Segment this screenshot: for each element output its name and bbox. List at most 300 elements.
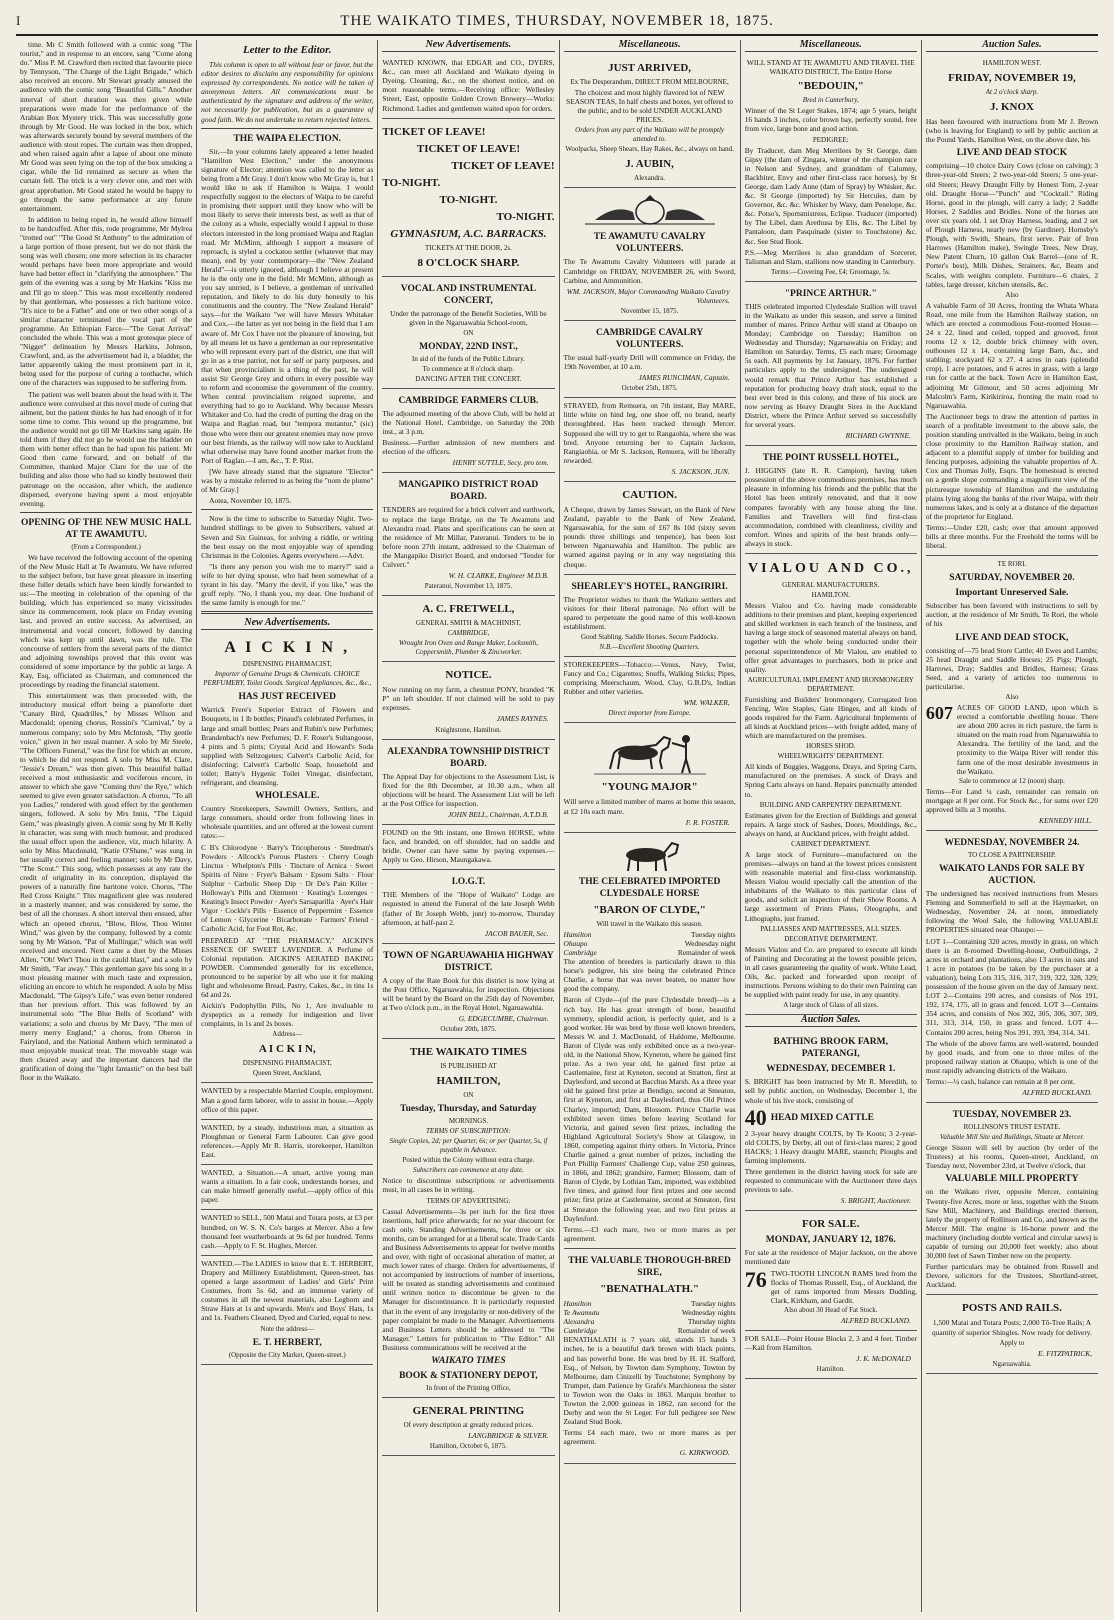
column-5 (741, 40, 922, 1612)
schedule-row (564, 939, 736, 948)
schedule-table (564, 930, 736, 957)
ad-body: Has been favoured with instructions from Mr J. Brown (who is leaving for England) to sell by public auction at the Pound Yards, Hamilton West, on the above date, his (925, 117, 1099, 145)
ad-heading: JUST ARRIVED, (608, 62, 692, 75)
ad-heading: PEDIGREE: (812, 135, 849, 144)
section-heading: Miscellaneous. (564, 40, 736, 52)
ad-body: Terms:—¼ cash, balance can remain at 8 per cent. (925, 1076, 1075, 1086)
ad-heading: VOCAL AND INSTRUMENTAL CONCERT, (400, 283, 537, 306)
ad-heading: CAUTION. (622, 488, 677, 501)
ad-heading: MANGAPIKO DISTRICT ROAD BOARD. (398, 480, 539, 503)
page-mark: I (16, 13, 22, 28)
ad-lot-line (744, 1104, 917, 1130)
ad-aickin (201, 633, 373, 1083)
ad-heading: TE AWAMUTU CAVALRY VOLUNTEERS. (593, 232, 706, 255)
ad-line: A large stock of Glass of all sizes. (783, 1001, 879, 1010)
ad-line: Good Stabling. Saddle Horses. Secure Paddocks. (580, 633, 719, 641)
ad-wanted (201, 1210, 373, 1255)
ad-notice (382, 662, 554, 739)
ad-road-board (382, 473, 554, 596)
ad-lot-number: 607 (925, 702, 953, 723)
ad-heading: TERMS OF ADVERTISING: (426, 1196, 511, 1205)
ad-body: Terms:—Under £20, cash; over that amount approved bills at three months. For the Freehold the terms will be liberal. (925, 522, 1099, 551)
ad-body: on the Waikato river, opposite Mercer, containing Twenty-five Acres, more or less, together with the Steam Saw Mill, Machinery, and Buildings erected thereon, lately the property of Rollinson and Co, and known as the Mercer Mill. The engine is 16-horse power and the machinery (including double vertical and circular saws) is capable of turning out 20,000 feet weekly; also about 30,000 feet of Sawn Timber now on the property. (925, 1187, 1099, 1261)
ad-body: Terms.—£3 each mare, two or more mares as per agreement. (563, 1224, 736, 1243)
ad-body: Winner of the St Leger Stakes, 1874; age 5 years, height 16 hands 3 inches, color brown bay, perfectly sound, free from vice, large bone and good action. (744, 106, 917, 134)
ad-body: Of every description at greatly reduced prices. (403, 1421, 534, 1429)
ad-heading: FOR SALE. (802, 1218, 860, 1231)
ad-body: George Sisson will sell by auction (by order of the Trustees) at his rooms, Queen-street, Auckland, on Tuesday next, November 23rd, at Twelve o'clock, that (925, 1143, 1099, 1171)
ad-body: THIS celebrated imported Clydesdale Stallion will travel in the Waikato as under this season, and serve a limited number of mares. Prince Arthur will stand at Ohaupo on Monday; Cambridge on Tuesday; Hamilton on Wednesday and Thursday; Ngaruawahia on Friday; and Hamilton on Saturday. Terms, £5 each mare; Groomage 5s each. All payments by 1st January, 1876. For further particulars apply to the undersigned. The undersigned would remark that Prince Arthur has established a reputation for producing heavy draft stock, equal to the best ever bred in this colony, and three of his stock are now serving as Heavy Draught Sires in the Auckland District, where the Prince Arthur served so successfully for several years. (744, 301, 917, 429)
ad-date: TUESDAY, NOVEMBER 23. (952, 1110, 1072, 1121)
ad-signature: ALFRED BUCKLAND. (1022, 1088, 1093, 1098)
column-2 (197, 40, 378, 1612)
ad-body: comprising—10 choice Dairy Cows (close on calving); 3 three-year-old Steers; 2 two-year-old Steers; 5 one-year-old Steers; Heavy Draught Filly by Honest Tom, 2-year old. Draught Horse—"Punch" and "Cocktail." Riding Horse, good in the plough, will carry a lady; 2 Saddle Horses, 2 Saddles and Bridles. None of the horses are over six years old. 1 set Dray Harness, leading, and 2 set of Plough Harness, nearly new (by Gardiner). Hornsby's Plough, with Swith, Shears, first serve. Pair of Iron Harrows (Hamilton make), Swingle Trees, New Dray, New Patent Churn, 10 gallon Oak Barrel—(one of R. Porter's best), Milk Dishes, Strainers, &c, Beam and Scales, with weights complete. Furniture—6 chairs, 2 tables, large dresser, kitchen utensils, &c. (925, 161, 1099, 289)
ad-lot-line (744, 1266, 917, 1305)
ad-line: Single Copies, 2d; per Quarter, 6s; or per Quarter, 5s, if payable in Advance. (389, 1137, 548, 1155)
schedule-place: Ohaupo (563, 938, 588, 948)
ad-body: Terms—For Land ¼ cash, remainder can remain on mortgage at 8 per cent. For Stock &c., for sums over £20 approved bills at 3 months. (925, 786, 1099, 814)
ad-body: P.S.—Meg Merrilees is also granddam of Sorcerer, Talisman and Slam, stallions now standing in Canterbury. (744, 247, 917, 266)
ad-body: All kinds of Buggies, Waggons, Drays, and Spring Carts, manufactured on the premises. A stock of Drays and Spring Carts always on hand. Repairs punctually attended to. (744, 762, 917, 799)
ad-date: SATURDAY, NOVEMBER 20. (949, 573, 1075, 584)
ad-bedouin (745, 55, 917, 282)
ad-line: Subscribers can commence at any date. (413, 1166, 524, 1175)
editor-note: This column is open to all without fear or favor, but the editor desires to disclaim any responsibility for opinions expressed by correspondents. No notice will be taken of anonymous letters. All communications must be authenticated by the signature and address of the writer, not necessarily for publication, but as a guarantee of good faith. We do not undertake to return rejected letters. (201, 60, 374, 124)
letter-heading: THE WAIPA ELECTION. (233, 133, 342, 144)
ad-line: In aid of the funds of the Public Library. (411, 354, 525, 363)
ad-body: THE Members of the "Hope of Waikato" Lodge are requested to attend the Funeral of the late Joseph Webb (father of Br Joseph Webb, junr) to-morrow, Thursday afternoon, at half-past 2. (382, 890, 555, 927)
ad-baron-of-clyde (564, 833, 736, 1249)
ad-body: Aickin's Podophyllin Pills, No 1, Are invaluable to dyspeptics as a remedy for indigestion and liver complaints, in 1s and 2s boxes. (201, 1001, 374, 1029)
ad-point-russell-hotel (745, 446, 917, 554)
ad-subtitle: Important Unreserved Sale. (955, 588, 1069, 599)
ad-heading: CABINET DEPARTMENT. (791, 839, 871, 848)
ad-line: Also about 30 Head of Fat Stock. (784, 1305, 878, 1314)
ad-signature: WM. JACKSON, Major Commanding Waikato Cavalry Volunteers. (566, 286, 730, 305)
ad-body: Business.—Further admission of new members and election of the officers. (382, 438, 555, 457)
ad-te-rori (926, 556, 1098, 831)
ad-body: S. BRIGHT has been instructed by Mr R. Meredith, to sell by public auction, on Wednesday, December 1, the whole of his live stock, consisting of (744, 1077, 917, 1105)
ad-date: Hamilton, October 6, 1875. (429, 1442, 507, 1451)
ad-line: TICKET OF LEAVE! (451, 159, 555, 172)
ad-body: 2 3-year heavy draught COLTS, by Te Koots; 3 2-year-old COLTS, by Derby, all out of first-class mares; 2 good HACKS; 1 Heavy draught MARE, staunch; Ploughs and farming implements. (744, 1128, 917, 1165)
article-paragraph: We have received the following account of the opening of the New Music Hall at Te Awamutu. We have referred to the subject before, but have great pleasure in inserting these fuller details which have been kindly forwarded to us:—The meeting in celebration of the opening of the building, which has experienced so many vicissitudes since its commencement, took place on Friday evening last, and proved an entire success. As advertised, an instrumental and vocal concert, followed by dancing which was kept up until dawn, was the rule. The concourse of settlers from the several parts of the district and adjoining townships proved that this event was considered of some importance by the public at large. A Kay, Esq, officiated as Chairman, and commenced the proceedings by reading the financial statement. (20, 552, 193, 690)
ad-body: A valuable Farm of 30 Acres, fronting the Whata Whata Road, one mile from the Hamilton Railway station, on which are erected a commodious Four-roomed House—24 x 22, lined and ceiled, topped and grooved, front rooms 12 x 12, double brick chimney with oven, outhouses 12 x 14, containing large Barn, &c., and stabling; stockyard 62 x 27. 4 acres in oats (splendid crop), 1 acre potatoes, and 6 acres in grass, with a large run for cattle at the back. Town Acre in Hamilton East, adjoining Mr Gilmour, and 50 acres adjoining Mr Malcolm's Farm, Kirikiriroa, fronting the main road to Ngaruawahia. (925, 300, 1099, 410)
ad-signature: E. T. HERBERT, (252, 1337, 322, 1348)
ad-young-major (564, 723, 736, 832)
ad-heading: GENERAL PRINTING (412, 1405, 525, 1417)
ad-body: WANTED KNOWN, that EDGAR and CO., DYERS, &c., can meet all Auckland and Waikato dyeing in Dyeing, Cleaning, &c., on the shortest notice, and on most reasonable terms.—Receiving office: Wellesley Street, East, opposite Golden Crown Brewery—Works: Richmond. Ladies and gentlemen waited upon for orders. (382, 58, 555, 113)
ad-title: J. KNOX (989, 101, 1034, 114)
divider (201, 128, 373, 129)
ad-line: At 2 o'clock sharp. (985, 88, 1039, 97)
ad-heading: TOWN OF NGARUAWAHIA HIGHWAY DISTRICT. (383, 950, 554, 973)
ad-heading: "YOUNG MAJOR" (601, 781, 698, 794)
ad-body: The Auctioneer begs to draw the attention of parties in search of a profitable investment to the above sale, the position standing unrivalled in the Waikato, being in such close proximity to the Hamilton Railway station, and adjacent to a plentiful supply of timber for building and fencing purposes, adjoining the valuable properties of A. Cox and Thomas Jolly, Esqrs. The homestead is erected on a gentle slope commanding a magnificent view of the picturesque township of Hamilton and the undulating plains lying along the banks of the river Waipa, with their numerous lakes, and is only at a distance of the departure of the proprietor for England. (925, 411, 1099, 521)
column-3 (378, 40, 559, 1612)
ad-date: WEDNESDAY, NOVEMBER 24. (944, 838, 1080, 849)
schedule-place: Alexandra (563, 1317, 595, 1327)
ad-body: The whole of the above farms are well-watered, bounded by good roads, and from one to three miles of the proposed railway station at Ohaupo, which is one of the most rapidly advancing districts of the Waikato. (925, 1038, 1099, 1075)
ad-line: GYMNASIUM, A.C. BARRACKS. (390, 227, 547, 240)
ad-place: HAMILTON. (811, 591, 850, 600)
ad-title: A I C K I N, (258, 1043, 316, 1056)
ad-title: A I C K I N , (224, 639, 351, 657)
ad-line: Will travel in the Waikato this season. (596, 919, 703, 928)
article-paragraph: time. Mr C Smith followed with a comic song "The tourist," and in response to an encore, sang "Come along do." Miss P. M. Crawford then recited that favourite piece by Tennyson, "The Charge of the Light Brigade," which also received an encore. Mr Stewart greatly amused the audience with the comic song "Beautiful Gills." Another interval of short duration was then given while preparations were made for the performance of the Arabian Box Mystery trick. This was successfully gone through by Mr Good. He was locked in the box, which was afterwards securely bound by several members of the audience with stout ropes. The curtain was then dropped, and when raised again after a lapse of about one minute Mr Good was seen lying on the top of the box smoking a cigar, while the lid remained as secure as when the curtain fell. The trick is a very clever one, and met with great approbation. Mr Good stated he would be happy to go through the same performance at any future entertainment. (20, 40, 193, 213)
ad-body: WANTED, by a steady, industrious man, a situation as Ploughman or General Farm Labourer. Can give good references.—Apply Mr R. Harris, storekeeper, Hamilton East. (201, 1122, 374, 1159)
ad-heading: WAIKATO LANDS FOR SALE BY AUCTION. (939, 864, 1085, 887)
ad-heading: AGRICULTURAL IMPLEMENT AND IRONMONGERY DEPARTMENT. (747, 675, 914, 693)
section-heading: New Advertisements. (382, 40, 554, 52)
puzzle-text: Now is the time to subscribe to Saturday Night. Two-hundred shillings to be given to Subscribers, valued at Seven and Six Guineas, for solving a riddle, or writing the best essay on the most enjoyable way of spending Christmas in the Colonies. Agents everywhere.—Advt. (201, 514, 374, 560)
schedule-place: Cambridge (563, 947, 597, 957)
ad-body: WANTED, a Situation.—A smart, active young man wants a situation. In a fair cook, understands horses, and can make himself generally useful.—apply office of this paper. (201, 1168, 374, 1205)
ad-date: MONDAY, JANUARY 12, 1876. (765, 1235, 896, 1246)
ad-line: Orders from any part of the Waikato will be promptly attended to. (575, 126, 725, 144)
schedule-row (564, 930, 736, 939)
ad-signature: HENRY SUTTLE, Secy. pro tem. (452, 458, 549, 468)
ad-signature: JOHN BELL, Chairman, A.T.D.B. (447, 809, 549, 819)
ad-place: TE RORI. (997, 560, 1027, 569)
ad-line: Also (1005, 692, 1019, 701)
ad-line: TICKET OF LEAVE! (416, 142, 520, 155)
ad-signature: W. H. CLARKE, Engineer M.D.B. (448, 571, 549, 581)
ad-signature: WM. WALKER, (683, 698, 730, 708)
ad-body: By Traducer, dam Meg Merrilees by St George, dam Gipsy (the dam of Zingara, winner of the champion race in Nelson and Sydney, and granddam of Calumny, Backbiter, Envy and other first-class race horses), by St George, dam Lady Anne (dam of Spray) by Whisker, &c. &c. St George (imported) by Sir Hercules, dam by Governor, &c. &c. Whisker by Waxy, dam Penelope, &c. &c. Potso's, Sportsmistress, Eclipse. Traducer (imported) by The Libel, dam Arethusa by Elis, &c. The Libel by Pantaloon, dam Pasquinade (sister to Touchstone) &c. &c. See Stud Book. (744, 145, 917, 246)
ad-title: "BARON OF CLYDE," (593, 903, 706, 916)
ad-ticket-of-leave (382, 119, 554, 277)
ad-iogt (382, 870, 554, 943)
ad-heading: NOTICE. (445, 669, 492, 682)
ad-lot-number: 76 (744, 1266, 767, 1292)
article-paragraph: The patient was well beaten about the head with it. The audience were convulsed at this novel mode of curing that ailment, but the patient thinks he has had enough of it for some time to come. This wound up the programme, but the audience would not go till Mr Harkins sang again. He told them if they did not go he would use the bladder on them with better effect than he had upon his patient. Mr Good then came forward, and on behalf of the Committee, thanked Major Clare for the use of the building and also those who had so kindly bestowed their patronage on the occasion, after which, the audience dispersed, everyone having spent a most enjoyable evening. (20, 389, 193, 508)
ad-title: A. C. FRETWELL, (422, 603, 515, 616)
ad-wanted (201, 1165, 373, 1210)
ad-body: A large stock of Furniture—manufactured on the premises—always on hand at the lowest prices consistent with reasonable material and first-class workmanship. Messrs Vialou would specially call the attention of the inhabitants of the Waikato to this particular class of goods, and solicit an inspection of their Show Rooms. A large assortment of Prints Plates, Oleographs, and Lithographs, just framed. (744, 849, 917, 923)
ad-line: TO-NIGHT. (382, 176, 441, 189)
ad-just-arrived (564, 55, 736, 188)
ad-lot-label: TWO-TOOTH LINCOLN RAMS bred from the flocks of Thomas Russell, Esq., of Auckland, the get of rams imported from Messrs Dudding, Clark, Kirkham, and Gardit. (770, 1268, 917, 1305)
ad-heading: BATHING BROOK FARM, PATERANGI, (773, 1037, 888, 1060)
ad-body: Subscriber has been favored with instructions to sell by auction, at the residence of Mr Smith, Te Rori, the whole of his (925, 601, 1099, 629)
ad-body: Further particulars may be obtained from Russell and Devore, solicitors for the Trustees, Shortland-street, Auckland. (925, 1262, 1099, 1290)
ad-signature: G. KIRKWOOD. (679, 1448, 730, 1458)
ad-line: N.B.—Excellent Shooting Quarters. (599, 643, 700, 651)
ad-body: Warrick Frere's Superior Extract of Flowers and Bouquets, in 1 lb bottles; Pinaud's celebrated Perfumes, in large and small bottles; Pears and Rubin's new Perfumes; Brandenbach's new Perfumes; D. F. Roser's Sultangoose, 4 pints and 5 pints; Crystal Acid and Howard's Soda supplied with Seltzogenes; Calvert's Carbolic Acid, for disinfecting; Calvert's Carbolic Soap, household and toilet; Batty's Hygenic Toilet Vinegar, disinfectant, refrigerant, and cleansing. (201, 705, 374, 788)
ad-signature: J. K. McDONALD (856, 1354, 911, 1364)
ad-body: The choicest and most highly flavored lot of NEW SEASON TEAS, In half chests and boxes, yet offered to the public, and to be sold UNDER AUCKLAND PRICES. (566, 88, 734, 125)
ad-body: LOT 1—Containing 320 acres, mostly in grass, on which there is an 8-roomed Dwelling-house, Outbuildings, 2 acres in orchard and plantations, also 13 acres in oats and 1 acre in potatoes (to be taken by the purchaser at a valuation), being Lots 315, 316, 317, 319, 322, 328, 329; possession of the house given on the day of January next. LOT 2—Contains 190 acres, and consists of Nos 191, 192, 174, 175, all in grass and fenced. LOT 3—Contains 354 acres, and consists of Nos 302, 305, 306, 307, 309, 311, 313, 314, 150, in grass and fenced. LOT 4—Contains 200 acres, being Nos 391, 393, 394, 314, 341. (925, 936, 1099, 1037)
ad-body: Casual Advertisements—3s per inch for the first three insertions, half price afterwards; for no year discount for cash only. Standing Advertisements, for three or six months, can be arranged for at a liberal scale. Trade Cards and Business Advertisements to appear for twelve months and over, with right of occasional alteration of matter, at much lower rates of charge. Orders for advertisements, if not accompanied by instructions of number of insertions, will be treated as standing advertisements and continued until written notice to discontinue be given to the Manager for discontinuance. It is particularly requested that in the event of any irregularity or non-delivery of the paper complaint be made to the Manager. Advertisements and Business Letters should be addressed to "The Manager." Letters for publication to "The Editor." All Business communications will be received at the (382, 1206, 555, 1352)
ad-body: Messrs Vialou and Co. having made considerable additions to their premises and plant, keeping experienced and skilled workmen in each branch of the business, and having a large stock of seasoned material always on hand, together with the whole being conducted under their personal superintendence of Mr Vialou, are enabled to offer great advantages to purchasers, both in price and quality. (744, 601, 917, 674)
ad-waikato-times (382, 1039, 554, 1398)
schedule-day: Wednesday nights (681, 1308, 736, 1318)
ad-line: HAMILTON, (436, 1075, 501, 1088)
ad-body: WILL STAND AT TE AWAMUTU AND TRAVEL THE WAIKATO DISTRICT, The Entire Horse (746, 58, 915, 77)
ad-heading: LIVE AND DEAD STOCK, (955, 632, 1069, 643)
ad-body: For sale at the residence of Major Jackson, on the above mentioned date (744, 1248, 917, 1267)
ad-line: Woolpacks, Sheep Shears, Hay Rakes, &c., always on hand. (565, 145, 734, 154)
ad-line: Importer of Genuine Drugs & Chemicals. CHOICE PERFUMERY, Toilet Goods. Surgical Appliances, &c., &c., (203, 670, 372, 688)
ad-signature: S. JACKSON, JUN. (671, 466, 730, 476)
schedule-day: Remainder of week (677, 1326, 736, 1336)
ad-body: WANTED by a respectable Married Couple, employment. Man a good farm laborer, wife to assist in house.—Apply office of this paper. (201, 1086, 374, 1114)
ad-date: October 20th, 1875. (440, 1025, 497, 1034)
joke-text: "Is there any person you wish me to marry?" said a wife to her dying spouse, who had been somewhat of a tyrant in his day. "Marry the devil, if you like," was the gruff reply. "No, I thank you, my dear. One husband of the same family is enough for me." (201, 561, 374, 608)
schedule-row (564, 948, 736, 957)
horse-and-groom-icon (590, 729, 710, 777)
ad-body: The adjourned meeting of the above Club, will be held at the National Hotel, Cambridge, on Saturday the 20th inst., at 3 p.m. (382, 408, 555, 437)
ad-body: FOR SALE—Point House Blocks 2, 3 and 4 feet. Timber—Kail from Hamilton. (744, 1334, 917, 1353)
divider (20, 512, 192, 513)
schedule-table (564, 1299, 736, 1335)
ad-lot-label: ACRES OF GOOD LAND, upon which is erected a comfortable dwelling house. There are about 200 acres in rich pasture, the farm is situated on the main road from Ngaruawahia to Alexandra. The fertility of the land, and the proximity to the Waipa River will render this farm one of the most desirable investments in the Waikato. (956, 702, 1099, 776)
ad-signature: KENNEDY HILL. (1039, 816, 1093, 825)
ad-general-printing (382, 1398, 554, 1456)
ad-shearleys-hotel (564, 575, 736, 657)
column-6 (922, 40, 1102, 1612)
ad-lot-number: 40 (744, 1104, 767, 1130)
ad-line: IS PUBLISHED AT (440, 1062, 497, 1071)
ad-body: The attention of breeders is particularly drawn to this horse's pedigree, his sire being the celebrated Prince Charlie, a horse that was never beaten, no matter how good the company. (563, 957, 736, 994)
section-heading: New Advertisements. (201, 618, 373, 630)
ad-line: In front of the Printing Office, (426, 1384, 511, 1392)
ad-body: The usual half-yearly Drill will commence on Friday, the 19th November, at 10 a.m. (563, 352, 736, 372)
ad-signature: JAMES RAYNES. (496, 714, 549, 724)
ad-line: TERMS OF SUBSCRIPTION: (426, 1127, 511, 1136)
ad-signature: S. BRIGHT, Auctioneer. (840, 1196, 911, 1206)
ad-heading: WHEELWRIGHTS' DEPARTMENT. (777, 752, 884, 761)
ad-title: "BEDOUIN," (797, 80, 864, 93)
ad-body: 1,500 Matai and Totara Posts; 2,000 Tō-Tree Rails; A quantity of superior Shingles. Now ready for delivery. (932, 1318, 1092, 1337)
ad-date: WEDNESDAY, DECEMBER 1. (766, 1064, 896, 1075)
ad-place: Knightstone, Hamilton. (435, 725, 502, 734)
ad-heading: BUILDING AND CARPENTRY DEPARTMENT. (759, 800, 902, 809)
ad-wanted (201, 1120, 373, 1165)
ad-line: BOOK & STATIONERY DEPOT, (399, 1371, 538, 1381)
ad-heading: HORSES SHOD. (806, 742, 856, 751)
section-heading: Letter to the Editor. (242, 44, 332, 56)
schedule-place: Hamilton (563, 929, 592, 939)
ad-body: TENDERS are required for a brick culvert and earthwork, to replace the large Bridge, on the Te Awamutu and Alexandra road. Plans and specifications can be seen at the residence of Mr Millar, Pateranui. Tenders to be in before noon 27th instant, addressed to the Chairman of the Mangapiko District Board, and endorsed "Tender for Culvert." (382, 505, 555, 569)
ad-date: MONDAY, 22ND INST., (419, 341, 518, 352)
schedule-row (564, 1308, 736, 1317)
ad-body: BENATHALATH is 7 years old, stands 15 hands 3 inches, he is a beautiful dark brown with black points, and has powerful bone. He was bred by H. H. Stafford, Esq., of Nelson, by Towton dam Symphony, Towton by Melbourne, dam Cinizelli by Touchstone; Symphony by Trumpet, dam Patience by Grafe's Marchioness the sister to Towton won the Oaks in 1863. Marquis brother to Towton the 2,000 guineas in 1862, ran second for the Derby and won the St Leger. For full pedigree see New Zealand Stud Book. (563, 1335, 736, 1427)
ad-edgar (382, 55, 554, 119)
ad-subtitle: GENERAL SMITH & MACHINIST, (415, 619, 521, 628)
ad-signature: J. AUBIN, (625, 158, 674, 171)
ad-line: ON (463, 328, 474, 337)
section-heading: Miscellaneous. (745, 40, 917, 52)
ad-posts-and-rails (926, 1295, 1098, 1373)
article-subheading: (From a Correspondent.) (71, 542, 141, 551)
ad-body: Estimates given for the Erection of Buildings and general repairs. A large stock of Sashes, Doors, Mouldings, &c., always on hand, at Auckland prices, with freight added. (744, 810, 917, 838)
ad-fretwell (382, 596, 554, 662)
ad-subtitle: ROLLINSON'S TRUST ESTATE. (963, 1123, 1061, 1132)
section-heading: Auction Sales. (745, 1015, 917, 1027)
ad-subtitle: GENERAL MANUFACTURERS. (782, 581, 880, 590)
ad-address: Queen Street, Auckland, (253, 1069, 322, 1078)
ad-wanted (201, 1083, 373, 1119)
ad-herbert (201, 1256, 373, 1365)
ad-date: Pateranui, November 13, 1875. (424, 582, 513, 591)
ad-body: Three gentlemen in the district having stock for sale are requested to communicate with the Auctioneer three days previous to sale. (744, 1166, 917, 1195)
ad-body: Notice to discontinue subscriptions or advertisements must, in all cases be in writing. (382, 1176, 555, 1195)
ad-place: HAMILTON WEST. (982, 59, 1042, 68)
ad-terms: Terms:—Covering Fee, £4; Groomage, 5s. (771, 267, 891, 276)
ad-prince-arthur (745, 282, 917, 446)
ad-line: Sale to commence at 12 (noon) sharp. (958, 776, 1065, 785)
ad-address: (Opposite the City Market, Queen-street.) (228, 1350, 346, 1359)
ad-signature: ALFRED BUCKLAND. (841, 1315, 911, 1325)
ad-highway (382, 944, 554, 1039)
ad-line: DANCING AFTER THE CONCERT. (415, 374, 522, 383)
ad-line: TO-NIGHT. (496, 210, 555, 223)
ad-cambridge-cavalry (564, 321, 736, 398)
ad-body: Messrs Vialou and Co. are prepared to execute all kinds of Painting and Decorating at the lowest possible prices, in all cases guaranteeing the quality of work. White Lead, Oils, &c. packed and forwarded upon receipt of instructions. Persons wishing to do their own Painting can be supplied with paint ready for use, in any quantity. (744, 944, 917, 1000)
ad-storekeepers (564, 657, 736, 723)
ad-heading: VALUABLE MILL PROPERTY (945, 1174, 1079, 1185)
schedule-day: Tuesday nights (690, 1298, 736, 1308)
ad-line: Tuesday, Thursday, and Saturday (400, 1104, 537, 1115)
article-paragraph: In addition to being roped in, he would allow himself to be handcuffed. After this, rode programme, Mr Mylrea "trotted out" "The Good St Anthony" to the admiration of a large portion of those present, but we do not think the song was well chosen; one more selection in its character would perhaps have been more appropriate and would have had better effect in "clarifying the atmosphere." The gem of the evening was a song by Mr Harkins "Kiss me and I'll go to sleep." This was most excellently rendered by that gentleman, who possesses a rich baritone voice. "It's nice to be a Father" and one or two other songs of a similar character terminated the vocal part of the programme. An Ethiopian Farce—"The Great Arrival" concluded the whole. This was a most grotesque piece of "Nigger" delineation by Messrs Harkins, Johnson, Crawford, and, as the advertisement had it, a bladder, the latter apparently taking the most prominent part in it, being used for the purpose of curing a toothache, which one of the characters was supposed to be suffering from. (20, 214, 193, 388)
ad-place: Alexandra. (634, 174, 666, 183)
masthead (16, 8, 1098, 36)
divider (201, 611, 373, 614)
ad-body: WANTED to SELL, 500 Matai and Totara posts, at £3 per hundred, on W. S. N. Co's barges at Mercer. Also a few thousand feet weatherboards at 9s 6d per hundred. Terms cash.—Apply to F. St. Hughes, Mercer. (201, 1213, 374, 1250)
ad-line: 8 O'CLOCK SHARP. (417, 256, 520, 269)
article-heading: OPENING OF THE NEW MUSIC HALL AT TE AWAMUTU. (21, 517, 192, 540)
ad-title: THE WAIKATO TIMES (409, 1046, 528, 1059)
ad-benathalath (564, 1249, 736, 1464)
ad-body: The Te Awamutu Cavalry Volunteers will parade at Cambridge on FRIDAY, NOVEMBER 26, with Sword, Carbine, and Ammunition. (563, 257, 736, 285)
ad-line: To commence at 8 o'clock sharp. (422, 364, 515, 373)
column-1 (16, 40, 197, 1612)
ad-body: J. HIGGINS (late R. R. Campion), having taken possession of the above commodious premises, has much pleasure in informing his friends and the public that the Hotel has been entirely renovated, and that it now compares favorably with any house along the line. Families and Travellers will find first-class accommodation, combined with cleanliness, civility and comfort. Wines and spirits of the best brands only—always in stock. (744, 466, 917, 548)
royal-arms-icon (575, 194, 725, 228)
ad-lot-line (926, 703, 1098, 776)
ad-heading: CAMBRIDGE FARMERS CLUB. (398, 395, 539, 406)
letter-date: Aotea, November 10, 1875. (209, 496, 292, 506)
ad-signature: G. EDGECUMBE, Chairman. (458, 1014, 549, 1024)
ad-line: ON (463, 1091, 474, 1100)
ad-subtitle: DISPENSING PHARMACIST, (242, 660, 332, 669)
ad-heading: ALEXANDRA TOWNSHIP DISTRICT BOARD. (387, 746, 550, 769)
ad-heading: HAS JUST RECEIVED (238, 692, 336, 703)
ad-heading: "PRINCE ARTHUR." (784, 288, 877, 299)
schedule-day: Thursday nights (687, 1317, 736, 1327)
ad-heading: THE POINT RUSSELL HOTEL, (762, 453, 899, 464)
ad-for-sale-rams (745, 1211, 917, 1331)
ad-subtitle: DISPENSING PHARMACIST, (242, 1059, 332, 1068)
ad-heading: POSTS AND RAILS. (961, 1302, 1062, 1315)
letter-body: Sir,—In your columns lately appeared a letter headed "Hamilton West Election," under the anonymous signature of Elector; attention was called to the letter as being from a Mr Gray. I don't know who Mr Gray is, but I would like to ask if Hamilton is Waipa. I would respectfully suggest to the electors of Waipa to be careful in promising their support until they know who will be most likely to serve their interests best, as well as that of the colony as a whole, especially would I appeal to those electors interested in the long promised Waipa and Raglan road. Mr McMinn, although I support a measure of reproach, is styled a cockatoo settler (whatever that may mean), end by your contemporary—the "New Zealand Herald"—is utterly ignored, although I believe at present he is the only one in the field. Mr McMinn, although as you say untried, is I believe, a gentleman of unrivalled reputation, and likely to do his duty honestly to his constituents and the country. The "New Zealand Herald" says—for the Waikato "we will have Messrs Whitaker and Cox,—the latter as yet not being in the field that I am aware of. Mr Cox I have not the pleasure of knowing, but by all means let us have a gentleman as our representative who will represent every part of the district, one that will go in as a true patriot, not for self or party purposes, and that when provincialism is a thing of the past, he will assist Sir George Grey and others in every possible way to reform and economise the government of the country. When central provincialism reigned supreme, and everything had to go to Auckland. Why because Messrs Whitaker and Co. had the credit of putting the drag on the Waipa and Raglan road, but "tempora mutantur," (sic) those who were then our greatest enemies may now prove our best friends, as the railway will now take to Auckland what otherwise may have found another market from the Port of Raglan.—I am, &c., T. P. Rist. (201, 146, 374, 465)
ad-body: The Appeal Day for objections to the Assessment List, is fixed for the 8th December, at 10.30 a.m., when all objections will be heard. The Assessment List will be left at the Post Office for inspection. (382, 771, 555, 808)
ad-heading: THE CELEBRATED IMPORTED CLYDESDALE HORSE (578, 876, 721, 899)
article-paragraph: This entertainment was then proceeded with, the introductory musical effort being a pianoforte duet "Canary Bird, Quadrilles," by Misses Wilson and Macdonald; opening chorus, Rossini's "Carnival," by a numerous company; solo by Mrs McIntosh, "Thy gentle voice," given in her usual manner. A solo by Mr Steele, "The Officers Funeral," was the first for which an encore, to which he did not respond. A solo by Miss M. Clare, "Jessie's Dream," was then given. This beautiful ballad received a most enthusiastic and vociferous encore, in answer to which she gave "Coming thro' the Rye," which seemed to give even greater satisfaction. A chorus, "To all you Ladies," rendered with good effect by the gentlemen singers, followed. A solo by Mrs Innis, "The Liquid Gem," was pleasingly given. A comic song by Mr R Kelly in character, was sung with much humour, and produced the usual effect upon the audience, viz, much hilarity. A solo by Miss Macdonald, "Katie O'Shane," was sung in her usually correct and feeling manner; solo by Mr Davy, "The Scout." This song, which possesses at any rate the credit of originality in its conception, displayed the powers of a naturally fine baritone voice. Chorus, "The Red Cross Knight." This magnificent glee was rendered in a masterly manner, and was considered by some, the best of all the choruses. A short interval then ensued, after which an opened chorus, "Blow, Blow, Thou Winter Wind," was given by the company, followed by a comic song by Mr Watson, "Pat of Mullingar," which was well received and encored. Next came a duet by the Misses Allen, "Oh! Wer't Thou in the cauld blast," and a solo by Mr Smith, "Far away." This gentleman gave his song in a most pleasing manner with much taste and expression, eliciting an encore to which he responded. A solo by Miss Macdonald, "The Gipsy's Life," was even better rendered than her previous effort. This was followed by an instrumental solo "The Blue Bells of Scotland" with variations; a solo and chorus by Mr Davy, "The men of merry merry England;" a chorus, from Oberon in Fairyland, and the National Anthem which terminated a most enjoyable musical treat. The moveable stage was then cleared away and the important dancers had the gratification of doing the "light fantastic" on the best ball floor in the Waikato. (20, 691, 193, 1083)
ad-body: A copy of the Rate Book for this district is now lying at the Post Office, Ngaruawahia, for inspection. Objections will be heard by the Board on the 25th day of November, at Two o'clock p.m., in the Royal Hotel, Ngaruawahia. (382, 975, 555, 1013)
masthead-title: THE WAIKATO TIMES, THURSDAY, NOVEMBER 18, 1875. (340, 13, 774, 29)
ad-body: consisting of—75 head Store Cattle; 40 Ewes and Lambs; 25 head Draught and Saddle Horses; 25 Pigs; Plough, Harrows, Dray; Saddles and Bridles, Harness; Grass Seed, and a variety of articles too numerous to particularise. (925, 645, 1099, 691)
ad-line: Apply to (999, 1338, 1025, 1347)
ad-title: VIALOU AND CO., (747, 561, 914, 577)
ad-signature: LANGBRIDGE & SILVER. (468, 1431, 549, 1440)
ad-date: November 15, 1875. (620, 306, 679, 315)
ad-date: FRIDAY, NOVEMBER 19, (948, 72, 1076, 85)
ad-body: Furnishing and Builders' Ironmongery, Corrugated Iron Fencing, Wire Staples, Gate Hinges, and all kinds of goods required for the Farm. Agricultural Implements of all kinds at Auckland prices—with freight added, many of which are manufactured on the premises. (744, 694, 917, 741)
ad-caution (564, 482, 736, 575)
ad-heading: I.O.G.T. (451, 877, 486, 888)
ad-heading: DECORATIVE DEPARTMENT. (784, 934, 878, 943)
divider (201, 509, 373, 510)
schedule-day: Wednesday night (684, 938, 736, 948)
ad-title: "BENATHALATH." (600, 1282, 700, 1295)
ad-signature: JACOB BAUER, Sec. (484, 928, 549, 938)
ad-body: Country Storekeepers, Sawmill Owners, Settlers, and large consumers, should order from following lines in wholesale quantities, and are offered at the lowest current rates:— (201, 804, 374, 841)
ad-place: CAMBRIDGE, (447, 629, 490, 638)
ad-line: WAIKATO TIMES (431, 1356, 506, 1366)
ad-body: Now running on my farm, a chestnut PONY, branded "K P" on left shoulder. If not claimed will be sold to pay expenses. (382, 685, 555, 713)
ad-waikato-lands (926, 831, 1098, 1103)
ad-line: Also (1005, 290, 1019, 299)
ad-date: October 25th, 1875. (621, 384, 678, 393)
ad-farmers-club (382, 389, 554, 474)
ad-body: WANTED.—The LADIES to know that E. T. HERBERT, Drapery and Millinery Establishment, Queen-street, has opened a large assortment of Ladies' and Girls' Print Costumes, from 5s 6d, and an immense variety of costumes in all the newest materials, also Leghorn and Straw Hats at 1s and upwards. Men's and Boys' Hats, 1s and 1s. Feathers Cleaned, Dyed and Curled, equal to new. (201, 1258, 374, 1323)
schedule-place: Cambridge (563, 1326, 597, 1336)
ad-body: The Proprietor wishes to thank the Waikato settlers and visitors for their liberal patronage. No effort will be spared to perpetuate the good name of this well-known establishment. (563, 594, 736, 631)
letter-note: [We have already stated that the signature "Elector" was by a mistake referred to as being the "nom de plume" of Mr Gray.] (201, 466, 374, 495)
ad-line: Posted within the Colony without extra charge. (402, 1156, 535, 1165)
ad-line: TO-NIGHT. (439, 193, 498, 206)
ad-body: The undersigned has received instructions from Messrs Fleming and Sommerfield to sell at the Haymarket, on Wednesday, November 24, at noon, immediately following the Wool Sale, the following VALUABLE PROPERTIES situated near Ohaupo:— (925, 889, 1099, 935)
ad-body: Wrought Iron Oven and Range Maker, Locksmith, Coppersmith, Plumber & Zincworker. (398, 639, 538, 657)
ad-bathing-brook (745, 1030, 917, 1211)
ad-body: FOUND on the 9th instant, one Brown HORSE, white face, and branded, on off shoulder, had on saddle and bridle. Owner can have same by paying expenses.—Apply to Geo. Hirson, Maungakawa. (382, 828, 555, 865)
horse-icon (610, 839, 690, 873)
ad-heading: SHEARLEY'S HOTEL, RANGIRIRI. (571, 581, 728, 592)
ad-place: Ngaruawahia. (992, 1359, 1032, 1368)
ad-line: TICKET OF LEAVE! (382, 125, 486, 138)
section-heading: Auction Sales. (926, 40, 1098, 52)
ad-body: STOREKEEPERS—Tobacco:—Venus, Navy, Twist, Fancy and Co.; Cigarettes; Snuffs, Walking Sticks; Pipes, comprising Meerschaum, Wood, Clay, G.B.D's, Indian Rubber and other varieties. (563, 660, 736, 697)
schedule-place: Te Awamutu (563, 1308, 600, 1318)
schedule-row (564, 1317, 736, 1326)
ad-line: MORNINGS. (448, 1117, 488, 1126)
schedule-place: Hamilton (563, 1298, 592, 1308)
ad-heading: WHOLESALE. (255, 791, 320, 802)
columns (16, 40, 1102, 1612)
ad-heading: LIVE AND DEAD STOCK (956, 148, 1068, 159)
ad-body: PREPARED AT "THE PHARMACY," AICKIN'S ESSENCE OF SWEET LAVENDER. A Perfume of Colonial reputation. AICKIN'S AERATED BAKING POWDER. Commended generally for its excellence, pronounced to be superior by all who use it for making light and wholesome Bread, Pastry, Cakes, &c., in tins 1s 6d and 2s. (201, 935, 374, 1000)
ad-township-board (382, 740, 554, 825)
column-4 (560, 40, 741, 1612)
ad-body: Will serve a limited number of mares at home this season, at £2 10s each mare. (563, 797, 736, 816)
ad-body: Baron of Clyde—(of the pure Clydesdale breed)—is a rich bay. He has great strength of bone, beautiful symmetry, splendid action, is perfectly quiet, and is a good worker. He was bred by those well known breeders, Messrs W. and J. MacDonald, of Haldome, Melbourne. Baron of Clyde was only exhibited once as a two-year-old, in the National Show, Kyneton, where he gained first prize. As a two year old, he gained first prize at Castlemaine, first at Kyneton, second at Stratton, first at Daylesford, and second at Bacchus Marsh. As a three year old he gained first prize at Bendigo, second at Smeaton, first at Kyneton, and first at Daylesford, thus Old Prince Charley, imported; Dam, Blossom. Prince Charlie was exhibited seven times before leaving Scotland for Victoria, and gained seven first prizes, including the Highland Agricultural Society's Show at Glasgow, in 1860, competing against thirty others. In Victoria, Prince Charlie gained a great number of prizes, including the Port Phillip Farmers' Challenge Cup, value 250 guineas, in 1866, and 1862; grandsire, Farmer; Blossom, dam of Baron of Clyde, by Lothian Tam, imported, was exhibited five times, and gained four first prizes and one second prize; first prize at Castlemaine, second at Smeaton, first at Smeaton the following year, and two first prizes at Daylesford. (563, 995, 736, 1223)
ad-heading: PALLIASSES AND MATTRESSES, ALL SIZES. (760, 924, 902, 933)
ad-signature: F. R. FOSTER. (685, 817, 730, 827)
ad-heading: THE VALUABLE THOROUGH-BRED SIRE, (568, 1255, 731, 1278)
ad-line: Direct importer from Europe. (608, 709, 691, 718)
ad-found (382, 825, 554, 870)
schedule-row (564, 1299, 736, 1308)
ad-body: STRAYED, from Remuera, on 7th instant, Bay MARE, little white on hind leg, one shoe off, no brand, nearly thoroughbred. Has been tracked through Mercer. Supposed she will try to get to Rangaohia, where she was bred. Anyone returning her to Captain Jackson, Rangiaohia, or Mr S. Jackson, Remuera, will be liberally rewarded. (563, 401, 736, 465)
ad-line: TICKETS AT THE DOOR, 2s. (425, 243, 512, 252)
ad-line: Bred in Canterbury, (802, 96, 859, 105)
ad-address-label: Address— (272, 1030, 303, 1039)
ad-list: C B's Chlorodyne · Barry's Tricopherous · Steedman's Powders · Allcock's Porous Plasters · Cherry Cough Linctus · Whelpton's Pills · Tincture of Arnica · Sweet Spirits of Nitre · Fryer's Balsam · Epsom Salts · Flour Sulphur · Carbolic Sheep Dip · Dr De's Pain Killer · Holloway's Pills and Ointment · Keating's Lozenges · Keating's Insect Powder · Ayer's Sarsaparilla · Ayer's Hair Vigor · Cockle's Pills · Essence of Peppermint · Essence of Lemon · Glycerine · Bicarbonate · Farmers' Friend · Carbolic Acid, for Foot Rot, &c. (201, 842, 374, 934)
ad-signature: JAMES RUNCIMAN, Captain. (638, 373, 730, 383)
